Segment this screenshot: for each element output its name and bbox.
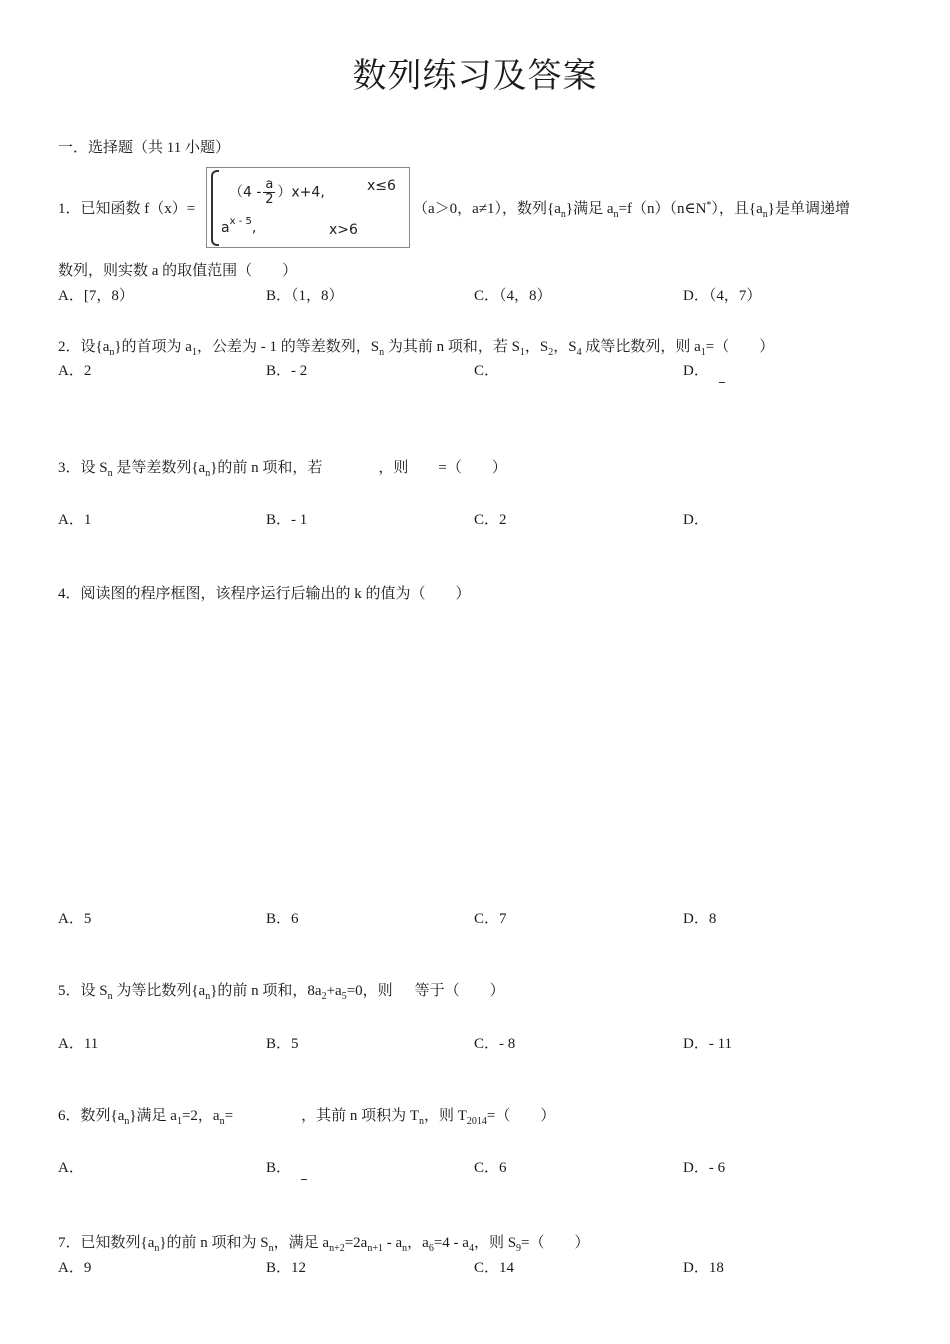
q1-option-d[interactable]: D．（4，7） [683, 288, 762, 304]
q1-option-b[interactable]: B．（1，8） [266, 288, 344, 304]
piecewise-function-image [206, 167, 410, 248]
q6-option-d[interactable]: D．- 6 [683, 1160, 726, 1176]
question-4-text: 4．阅读图的程序框图，该程序运行后输出的 k 的值为（ ） [58, 586, 471, 602]
q6-option-a[interactable]: A． [58, 1160, 84, 1176]
q4-option-c[interactable]: C．7 [474, 911, 507, 927]
q3-option-d[interactable]: D． [683, 512, 709, 528]
formula-row-2: $a^{x - 5}$, [221, 216, 257, 236]
question-1-line2: 数列，则实数 a 的取值范围（ ） [58, 263, 298, 279]
q1-option-a[interactable]: A．[7，8） [58, 288, 134, 304]
q4-option-b[interactable]: B．6 [266, 911, 299, 927]
q6-option-c[interactable]: C．6 [474, 1160, 507, 1176]
q2-option-a[interactable]: A．2 [58, 363, 92, 379]
flowchart-placeholder [58, 612, 858, 892]
missing-formula-mark [301, 1179, 307, 1180]
brace-icon [211, 170, 219, 246]
q6-option-b[interactable]: B． [266, 1158, 307, 1180]
page-title: 数列练习及答案 [352, 56, 598, 96]
missing-formula-mark [719, 382, 725, 383]
q5-option-b[interactable]: B．5 [266, 1036, 299, 1052]
question-2-text: 2．设$\{a_n\}$的首项为 $a_1$，公差为 - 1 的等差数列，$S_n$ 为其前 n 项和，若 $S_1$，$S_2$，$S_4$ 成等比数列，则 $a_1=$（ ） [58, 339, 775, 358]
formula-row-2-condition: x>6 [329, 222, 358, 238]
question-6-text: 6．数列$\{a_n\}$满足 $a_1=2$，$a_n=$ ，其前 n 项积为 $T_n$，则 $T_{2014}=$（ ） [58, 1108, 556, 1127]
q4-option-d[interactable]: D．8 [683, 911, 717, 927]
question-5-text: 5．设 $S_n$ 为等比数列$\{a_n\}$的前 n 项和，$8a_2+a_5=0$，则 等于（ ） [58, 983, 505, 1002]
q3-option-a[interactable]: A．1 [58, 512, 92, 528]
question-7-text: 7．已知数列$\{a_n\}$的前 n 项和为 $S_n$，满足 $a_{n+2}=2a_{n+1} - a_n$，$a_6=4 - a_4$，则 $S_9=$（ ） [58, 1235, 590, 1254]
q5-option-c[interactable]: C．- 8 [474, 1036, 516, 1052]
question-3-text: 3．设 $S_n$ 是等差数列$\{a_n\}$的前 n 项和，若 ，则 =（ ） [58, 460, 507, 479]
question-1-line1-suffix: （a＞0，a≠1），数列$\{a_n\}$满足 $a_n=f(n)(n\in N^*)$，且$\{a_n\}$是单调递增 [413, 200, 850, 220]
q2-option-c[interactable]: C． [474, 363, 500, 379]
q7-option-c[interactable]: C．14 [474, 1260, 515, 1276]
q3-option-c[interactable]: C．2 [474, 512, 507, 528]
q7-option-d[interactable]: D．18 [683, 1260, 724, 1276]
formula-row-1-condition: x≤6 [367, 178, 396, 194]
formula-row-1: （4 - $\frac{a}{2}$ ）x+4, [229, 177, 325, 207]
q7-option-b[interactable]: B．12 [266, 1260, 307, 1276]
q5-option-d[interactable]: D．- 11 [683, 1036, 733, 1052]
q2-option-d[interactable]: D． [683, 361, 725, 383]
fraction: $\frac{a}{2}$ [265, 177, 274, 207]
q5-option-a[interactable]: A．11 [58, 1036, 99, 1052]
q1-option-c[interactable]: C．（4，8） [474, 288, 552, 304]
q2-option-b[interactable]: B．- 2 [266, 363, 308, 379]
q4-option-a[interactable]: A．5 [58, 911, 92, 927]
q3-option-b[interactable]: B．- 1 [266, 512, 308, 528]
section-heading: 一．选择题（共 11 小题） [58, 140, 230, 156]
question-1-line1-prefix: 1．已知函数 f（x）= [58, 201, 196, 217]
q7-option-a[interactable]: A．9 [58, 1260, 92, 1276]
